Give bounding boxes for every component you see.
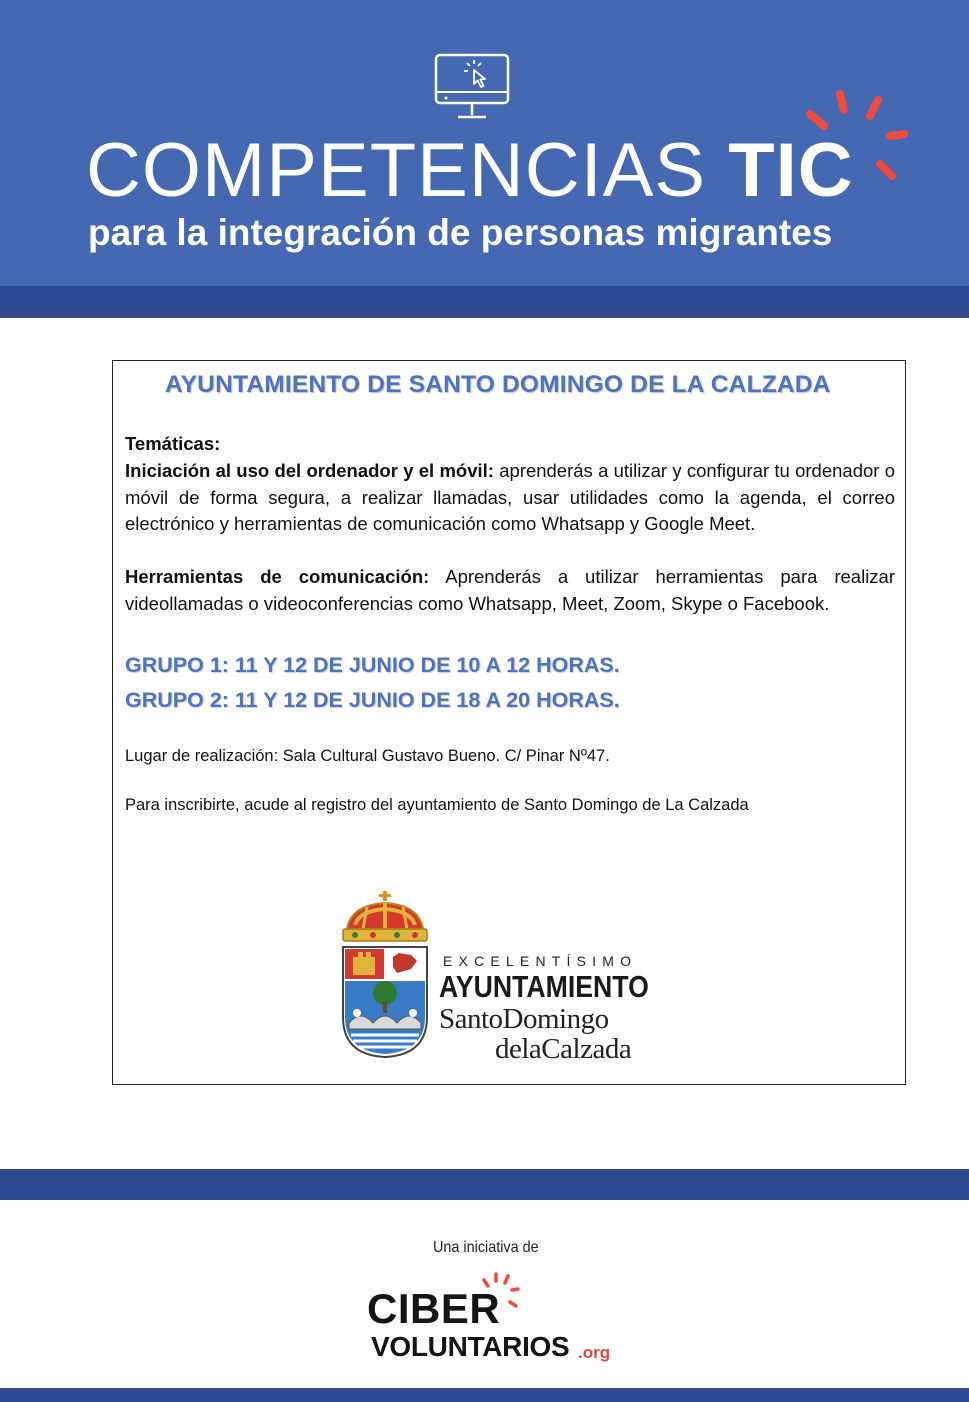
topic1-title: Iniciación al uso del ordenador y el móvil: — [125, 460, 494, 481]
topics-label: Temáticas: — [125, 433, 221, 454]
group-2-schedule: GRUPO 2: 11 Y 12 DE JUNIO DE 18 A 20 HORAS. — [125, 688, 620, 712]
topic2-text: Aprenderás a utilizar herramientas para realizar videollamadas o videoconferencias como Whatsapp, Meet, Zoom, Skype o Facebook. — [125, 566, 896, 614]
topic-paragraph-2 — [125, 564, 895, 617]
footer-divider-band — [0, 1169, 969, 1200]
info-box — [112, 360, 906, 1085]
coat-of-arms-icon — [337, 889, 433, 1061]
crest-line-ayuntamiento: AYUNTAMIENTO — [439, 969, 649, 1004]
organization-heading: AYUNTAMIENTO DE SANTO DOMINGO DE LA CALZADA — [165, 371, 831, 398]
location-text: Lugar de realización: Sala Cultural Gustavo Bueno. C/ Pinar Nº47. — [125, 747, 610, 765]
header-banner — [0, 0, 969, 286]
page-title — [86, 128, 854, 214]
org-suffix: .org — [578, 1343, 611, 1362]
monitor-click-icon — [434, 52, 512, 122]
topic1-text: aprenderás a utilizar y configurar tu ordenador o móvil de forma segura, a realizar llamadas, usar utilidades como la agenda, el correo electrónico y herramientas de comunicación como Whatsapp y Google Meet. — [125, 460, 895, 534]
crest-line-delacalzada: delaCalzada — [495, 1033, 632, 1065]
ciber-brand-text: CIBER — [367, 1285, 501, 1332]
voluntarios-brand-text: VOLUNTARIOS — [371, 1331, 570, 1362]
title-bold: TIC — [728, 128, 854, 213]
topic-paragraph-1 — [125, 458, 895, 538]
bottom-band — [0, 1388, 969, 1402]
crest-line-santodomingo: SantoDomingo — [439, 1003, 609, 1035]
registration-text: Para inscribirte, acude al registro del ayuntamiento de Santo Domingo de La Calzada — [125, 796, 749, 814]
title-light: COMPETENCIAS — [86, 128, 707, 213]
group-1-schedule: GRUPO 1: 11 Y 12 DE JUNIO DE 10 A 12 HORAS. — [125, 653, 620, 677]
crest-logo-text — [439, 953, 689, 1063]
header-divider-band — [0, 286, 969, 318]
initiative-label: Una iniciativa de — [433, 1239, 539, 1256]
page-subtitle: para la integración de personas migrantes — [88, 212, 833, 253]
crest-line-excelentisimo: EXCELENTÍSIMO — [443, 953, 638, 969]
topic2-title: Herramientas de comunicación: — [125, 566, 430, 587]
